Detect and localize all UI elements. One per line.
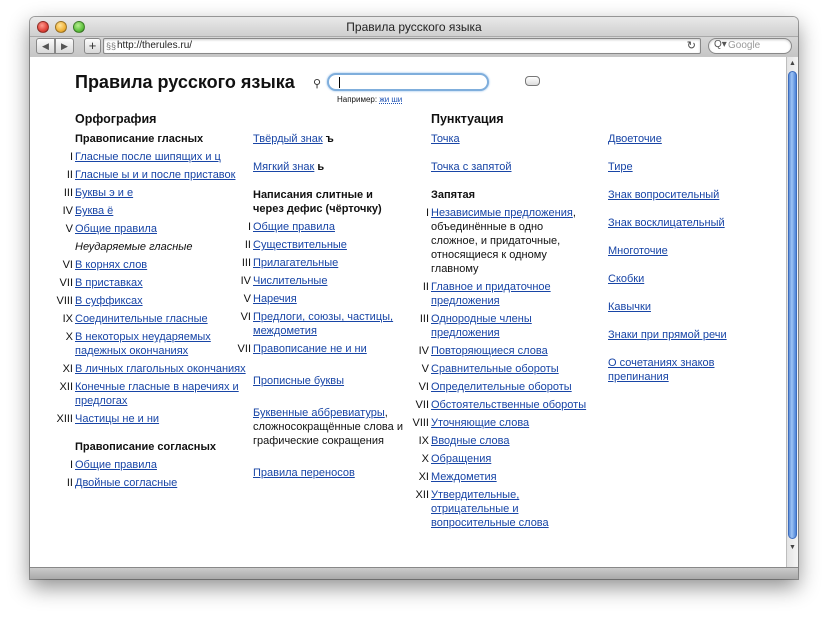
item-number: II [66,477,73,489]
text-caret [339,77,340,88]
example-label: Например: [337,95,378,104]
item-number: VI [418,381,429,393]
rule-link[interactable]: Гласные после шипящих и ц [75,151,221,163]
list-item [240,310,403,338]
rule-link[interactable]: Двоеточие [608,133,662,145]
soft-sign-link[interactable]: Мягкий знак [253,161,315,173]
item-number: IX [418,435,429,447]
item-number: XIII [56,413,73,425]
list-item [608,300,778,314]
scroll-up-button[interactable]: ▲ [789,60,796,67]
search-icon: Q▾ [714,39,727,50]
rule-link[interactable]: В приставках [75,277,143,289]
subheading-unstressed: Неударяемые гласные [75,241,193,253]
item-number: I [247,221,251,233]
rule-link[interactable]: Конечные гласные в наречиях и предлогах [75,381,239,407]
list-item [69,150,247,164]
scroll-down-button[interactable]: ▼ [789,544,796,551]
rule-link[interactable]: Тире [608,161,633,173]
rule-link[interactable]: Скобки [608,273,645,285]
rule-link[interactable]: В некоторых неударяемых падежных окончаниях [75,331,211,357]
list-item [247,220,403,234]
rule-link[interactable]: Обращения [431,453,492,465]
list-item [56,412,247,426]
window-title: Правила русского языка [346,20,482,34]
rule-link[interactable]: Междометия [431,471,497,483]
rule-link[interactable]: Знак вопросительный [608,189,720,201]
list-item [66,168,247,182]
list-item [56,294,247,308]
list-item [62,362,247,376]
item-number: II [66,169,73,181]
item-number: II [422,281,429,293]
list-item [253,160,403,174]
list-item [421,362,587,376]
rule-link[interactable]: В суффиксах [75,295,143,307]
search-icon: ⚲ [313,78,322,90]
rule-link[interactable]: Повторяющиеся слова [431,345,548,357]
list-item [253,406,403,448]
capitals-link[interactable]: Прописные буквы [253,375,345,387]
list-item [243,292,403,306]
item-number: VII [237,343,251,355]
list-item [608,328,778,342]
abbreviations-link[interactable]: Буквенные аббревиатуры [253,407,385,419]
list-item [65,222,247,236]
rule-link[interactable]: Правописание не и ни [253,343,367,355]
rule-link[interactable]: Сравнительные обороты [431,363,559,375]
rule-link[interactable]: Общие правила [253,221,335,233]
list-item [63,186,247,200]
example-link[interactable]: жи ши [379,95,403,104]
subheading-vowels: Правописание гласных [75,133,204,145]
rule-link[interactable]: Обстоятельственные обороты [431,399,587,411]
scroll-thumb[interactable] [788,71,797,539]
list-item [59,276,247,290]
list-item [431,160,587,174]
list-item [418,380,587,394]
rule-link[interactable]: Утвердительные, отрицательные и вопросительные слова [431,489,549,529]
list-item [69,458,247,472]
list-item [62,204,247,218]
search-placeholder: Google [728,40,761,51]
rule-link[interactable]: В корнях слов [75,259,148,271]
rule-link[interactable]: Независимые предложения [431,207,573,219]
rule-link[interactable]: Знаки при прямой речи [608,329,727,341]
list-item [425,206,587,276]
item-number: V [65,223,73,235]
item-number: IV [418,345,429,357]
address-bar[interactable] [103,38,701,54]
rule-link[interactable]: Существительные [253,239,347,251]
list-item [244,238,403,252]
rule-link[interactable]: Предлоги, союзы, частицы, междометия [253,311,394,337]
site-search-input[interactable] [327,73,489,91]
item-number: VII [415,399,429,411]
list-item [62,312,247,326]
item-number: V [243,293,251,305]
rule-link[interactable]: Уточняющие слова [431,417,530,429]
back-button[interactable]: ◀ [36,38,55,54]
list-item [415,398,587,412]
page-content [30,57,786,567]
item-number: XII [59,381,73,393]
item-number: III [63,187,73,199]
list-item [608,356,778,384]
title-bar [30,17,798,37]
item-number: I [69,151,73,163]
list-item [241,256,403,270]
rule-link[interactable]: Кавычки [608,301,651,313]
punctuation-marks-column [608,132,778,388]
list-item [419,312,587,340]
browser-search-input[interactable] [708,38,792,54]
url-text: http://therules.ru/ [117,40,193,51]
signs-column [237,132,403,484]
item-number: VI [240,311,251,323]
rule-link[interactable]: Общие правила [75,459,157,471]
search-example [337,95,402,104]
list-item [418,344,587,358]
list-item [59,380,247,408]
list-item [65,330,247,358]
rule-link[interactable]: Прилагательные [253,257,339,269]
forward-button[interactable]: ▶ [55,38,74,54]
rule-link[interactable]: Знак восклицательный [608,217,725,229]
list-item [608,216,778,230]
rule-link[interactable]: Вводные слова [431,435,510,447]
list-item [608,272,778,286]
item-number: VIII [56,295,73,307]
item-number: IX [62,313,73,325]
section-heading-punctuation: Пунктуация [431,112,504,126]
rule-link[interactable]: О сочетаниях знаков препинания [608,357,715,383]
vertical-scrollbar[interactable] [786,57,798,567]
rule-link[interactable]: В личных глагольных окончаниях [75,363,246,375]
rule-link[interactable]: Определительные обороты [431,381,572,393]
browser-window [30,17,798,579]
item-number: VIII [412,417,429,429]
list-item [608,132,778,146]
list-item [62,258,247,272]
status-bar [30,567,798,579]
orthography-column [56,112,247,494]
section-heading-orthography: Орфография [75,112,157,126]
list-item [237,342,403,356]
rule-link[interactable]: Гласные ы и и после приставок [75,169,236,181]
soft-sign-glyph: ь [317,161,325,173]
item-number: IV [240,275,251,287]
item-number: X [65,331,73,343]
list-item [66,476,247,490]
list-item [608,244,778,258]
semicolon-link[interactable]: Точка с запятой [431,161,512,173]
subheading-comma: Запятая [431,189,475,201]
list-item [240,274,403,288]
item-number: V [421,363,429,375]
page-title: Правила русского языка [75,72,295,92]
item-number: VI [62,259,73,271]
rule-link[interactable]: Общие правила [75,223,157,235]
item-number: I [69,459,73,471]
abbreviations-desc: , сложносокращённые слова и графические сокращения [253,407,403,447]
reload-icon[interactable]: ↻ [686,40,696,52]
list-item [422,280,587,308]
list-item [412,416,587,430]
list-item [253,132,403,146]
list-item [431,132,587,146]
list-item [253,466,403,480]
site-icon: §§ [106,41,117,51]
subheading-consonants: Правописание согласных [75,441,216,453]
item-number: VII [59,277,73,289]
period-link[interactable]: Точка [431,133,460,145]
rule-link[interactable]: Двойные согласные [75,477,178,489]
rule-link[interactable]: Соединительные гласные [75,313,208,325]
hyphenation-link[interactable]: Правила переносов [253,467,355,479]
list-item [418,434,587,448]
list-item [418,470,587,484]
item-number: I [425,207,429,219]
rule-link[interactable]: Буква ё [75,205,114,217]
rule-link[interactable]: Наречия [253,293,297,305]
rule-link[interactable]: Многоточие [608,245,668,257]
rule-link[interactable]: Однородные члены предложения [431,313,532,339]
rule-link[interactable]: Буквы э и е [75,187,134,199]
item-number: XI [62,363,73,375]
list-item [608,160,778,174]
list-item [253,374,403,388]
rule-link[interactable]: Числительные [253,275,328,287]
hard-sign-glyph: ъ [325,133,334,145]
item-number: XII [415,489,429,501]
add-bookmark-button[interactable]: + [84,38,101,54]
rule-link[interactable]: Главное и придаточное предложения [431,281,551,307]
item-number: X [421,453,429,465]
list-item [608,188,778,202]
item-number: II [244,239,251,251]
search-submit-button[interactable] [525,76,540,86]
list-item [421,452,587,466]
subheading-hyphen: Написания слитные и через дефис (чёрточку) [253,189,382,215]
hard-sign-link[interactable]: Твёрдый знак [253,133,323,145]
item-number: IV [62,205,73,217]
rule-desc: , объединённые в одно сложное, и придаточные, относящиеся к одному главному [431,207,576,275]
item-number: XI [418,471,429,483]
rule-link[interactable]: Частицы не и ни [75,413,160,425]
punctuation-column [412,112,587,534]
item-number: III [419,313,429,325]
item-number: III [241,257,251,269]
list-item [415,488,587,530]
